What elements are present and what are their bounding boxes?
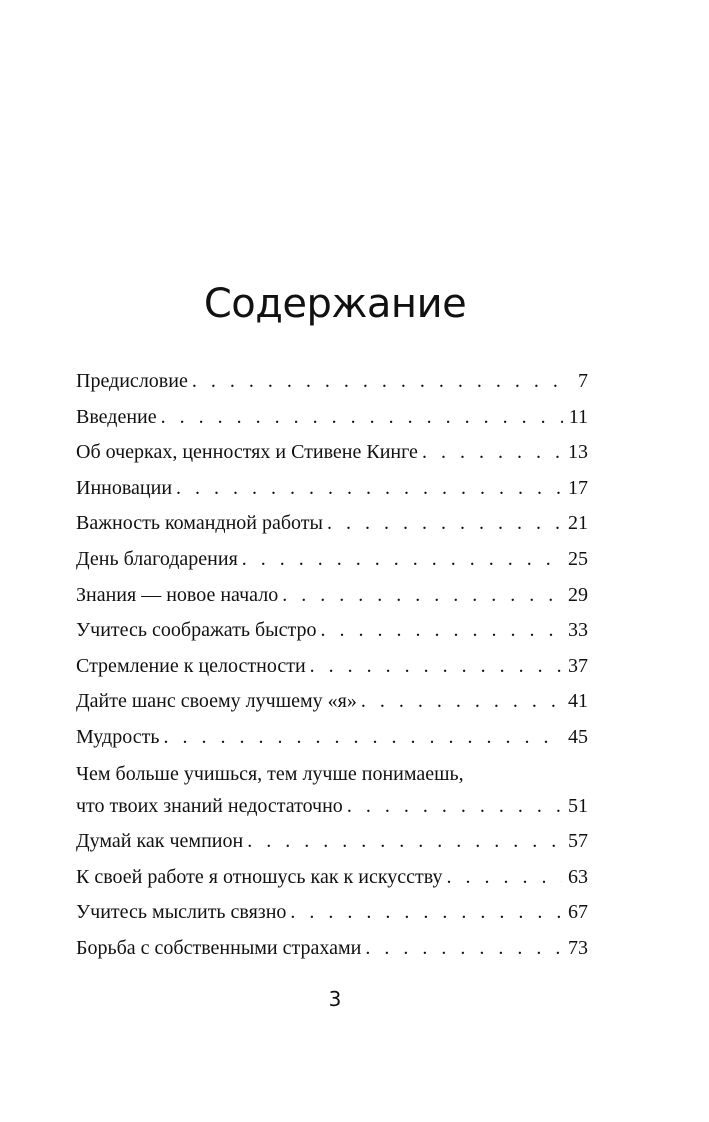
- toc-entry-page: 37: [568, 654, 588, 677]
- toc-entry: [76, 613, 588, 649]
- toc-entry-page: 17: [568, 476, 588, 499]
- table-of-contents: [76, 364, 588, 967]
- toc-entry-title: Думай как чемпион: [76, 830, 244, 853]
- toc-entry: [76, 684, 588, 720]
- toc-entry: [76, 578, 588, 614]
- toc-entry-title: Борьба с собственными страхами: [76, 936, 362, 959]
- toc-entry-page: 7: [578, 370, 588, 392]
- toc-entry-page: 13: [568, 441, 588, 464]
- dot-leader: [192, 364, 572, 400]
- toc-entry-page: 73: [568, 936, 588, 959]
- dot-leader: [447, 860, 562, 896]
- toc-entry-title: День благодарения: [76, 547, 238, 570]
- toc-entry-title: Знания — новое начало: [76, 583, 279, 606]
- toc-entry: [76, 720, 588, 756]
- toc-entry: [76, 895, 588, 931]
- dot-leader: [290, 895, 562, 931]
- toc-entry: [76, 756, 588, 825]
- toc-entry: [76, 364, 588, 400]
- toc-entry-page: 33: [568, 619, 588, 642]
- dot-leader: [327, 506, 562, 542]
- toc-entry-page: 51: [568, 794, 588, 817]
- dot-leader: [242, 542, 562, 578]
- toc-entry-title: Дайте шанс своему лучшему «я»: [76, 690, 357, 713]
- dot-leader: [176, 471, 562, 507]
- toc-entry-page: 45: [568, 725, 588, 748]
- toc-entry: [76, 824, 588, 860]
- toc-entry: [76, 542, 588, 578]
- toc-entry: [76, 931, 588, 967]
- dot-leader: [161, 400, 563, 436]
- toc-entry-title: Предисловие: [76, 370, 188, 392]
- toc-entry-page: 57: [568, 830, 588, 853]
- toc-entry-title-line1: Чем больше учишься, тем лучше понимаешь,: [76, 762, 464, 785]
- toc-entry-title: Важность командной работы: [76, 512, 323, 535]
- toc-entry: [76, 506, 588, 542]
- toc-entry: [76, 435, 588, 471]
- toc-entry: [76, 649, 588, 685]
- toc-entry-page: 41: [568, 690, 588, 713]
- dot-leader: [320, 613, 562, 649]
- dot-leader: [163, 720, 562, 756]
- toc-entry-page: 21: [568, 512, 588, 535]
- toc-entry-title: Введение: [76, 405, 157, 428]
- toc-entry-title: Учитесь соображать быстро: [76, 619, 317, 642]
- toc-entry-title: Инновации: [76, 476, 173, 499]
- toc-entry-page: 63: [568, 865, 588, 888]
- dot-leader: [347, 789, 562, 825]
- toc-entry-title: Об очерках, ценностях и Стивене Кинге: [76, 441, 418, 464]
- dot-leader: [247, 824, 562, 860]
- toc-entry: [76, 471, 588, 507]
- toc-entry-page: 11: [568, 405, 588, 428]
- toc-entry-title-line2: что твоих знаний недостаточно: [76, 794, 343, 817]
- toc-entry-title: Мудрость: [76, 725, 160, 748]
- page-title: Содержание: [203, 281, 467, 327]
- toc-entry: [76, 860, 588, 896]
- toc-entry-title: К своей работе я отношусь как к искусству: [76, 865, 443, 888]
- toc-entry: [76, 400, 588, 436]
- toc-entry-page: 29: [568, 583, 588, 606]
- dot-leader: [361, 684, 562, 720]
- dot-leader: [365, 931, 562, 967]
- dot-leader: [310, 649, 562, 685]
- toc-entry-title: Учитесь мыслить связно: [76, 901, 287, 924]
- dot-leader: [422, 435, 562, 471]
- toc-entry-title: Стремление к целостности: [76, 654, 306, 677]
- toc-entry-page: 25: [568, 547, 588, 570]
- page-number: 3: [328, 987, 342, 1011]
- dot-leader: [282, 578, 562, 614]
- toc-entry-page: 67: [568, 901, 588, 924]
